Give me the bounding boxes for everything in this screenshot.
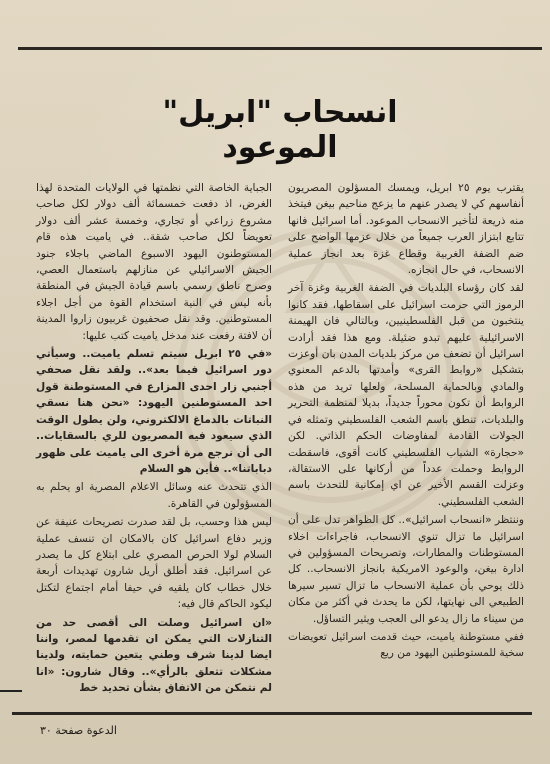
paragraph: وننتظر «انسحاب اسرائيل».. كل الظواهر تدل على أن اسرائيل ما تزال تنوي الانسحاب، فاجراءات اخلاء المستوطنات والمطارات، وتصريحات المسؤولين في ادارة بيغن، والوعود الامريكية بانجاز الانسحاب.. كل ذلك يوحي بأن عملية الانسحاب ما تزال تسير سيرها الطبيعي الى نهايتها، لكن ما يحدث في أكثر من مكان من سيناء ما زال يدعو الى العجب ويثير التساؤل. bbox=[288, 514, 524, 625]
paragraph: الذي تتحدث عنه وسائل الاعلام المصرية او يحلم به المسؤولون في القاهرة. bbox=[36, 481, 272, 510]
margin-mark bbox=[0, 690, 22, 692]
paragraph: لقد كان رؤساء البلديات في الضفة الغربية وغزة آخر الرموز التي حرمت اسرائيل على اسقاطها، فقد كانوا ينتخبون من قبل الفلسطينيين، وبالتالي فان الهيمنة الاسرائيلية عليهم تبدو ضئيلة. ومع هذا فقد أرادت اسرائيل أن تضعف من مركز بلديات المدن بان أوعزت بتشكيل «روابط القرى» وأمدتها بالدعم المعنوي والمادي وبالحماية المسلحة، ولعلها تريد من هذه الروابط أن تكون محوراً جديداً، بديلا لمنظمة التحرير والبلديات، تنطق باسم الشعب الفلسطيني وتمثله في الجولات القادمة لمفاوضات الحكم الذاتي. لكن «حجارة» الشباب الفلسطيني كانت أقوى، فاسقطت الروابط وحملت عدداً من أركانها على الاستقالة، وعزلت القسم الأخير عن اي إمكانية للتحدث باسم الشعب الفلسطيني. bbox=[288, 282, 524, 508]
top-rule bbox=[18, 47, 542, 50]
page-footer: الدعوة صفحة ٣٠ bbox=[40, 724, 117, 737]
paragraph: ففي مستوطنة ياميت، حيث قدمت اسرائيل تعويضات سخية للمستوطنين اليهود من ريع bbox=[288, 630, 524, 660]
quote-paragraph: «في ٢٥ ابريل سيتم تسلم ياميت.. وسيأتي دور اسرائيل فيما بعد».. ولقد نقل صحفي أجنبي زار احدى المزارع في المستوطنة قول احد المستوطنين اليهود: «نحن هنا نسقي النباتات بالدماغ الالكتروني، ولن يطول الوقت الذي سيعود فيه المصريون للري بالسقايات.. الى أن نرجع مرة أخرى الى ياميت على ظهور دباباتنا».. فأين هو السلام bbox=[36, 348, 272, 475]
paragraph: الجباية الخاصة التي نظمتها في الولايات المتحدة لهذا الغرض، اذ دفعت خمسمائة ألف دولار لكل صاحب مشروع زراعي أو تجاري، وخمسة عشر ألف دولار تعويضاً لكل صاحب شقة.. في ياميت هذه قام المستوطنون اليهود الاسبوع الماضي باجلاء جنود الجيش الاسرائيلي عن منازلهم باستعمال العصي، وصرح ناطق رسمي باسم قيادة الجيش في المنطقة بأنه ليس في النية استخدام القوة من أجل اجلاء المستوطنين. وقد نقل صحفيون غربيون زاروا المدينة أن لافتة رفعت عند مدخل ياميت كتب عليها: bbox=[36, 182, 272, 342]
article-column-left bbox=[36, 180, 272, 699]
article-column-right bbox=[288, 180, 524, 664]
quote-paragraph: «ان اسرائيل وصلت الى أقصى حد من التنازلات التي يمكن ان تقدمها لمصر، واننا ايضا لدينا شرف وطني يتعين حمايته، ولدينا مشكلات تتعلق بالرأي».. وقال شارون: «انا لم نتمكن من الاتفاق بشأن تحديد خط bbox=[36, 616, 272, 695]
paragraph: ليس هذا وحسب، بل لقد صدرت تصريحات عنيفة عن وزير دفاع اسرائيل كان بالامكان ان تنسف عملية السلام لولا الحرص المصري على ابتلاع كل ما يصدر عن اسرائيل. فقد أطلق أريل شارون تهديدات أربعة خلال خطاب كان يلقيه في حيفا أمام اجتماع لتكتل ليكود الحاكم قال فيه: bbox=[36, 516, 272, 611]
bottom-rule bbox=[12, 712, 532, 715]
paragraph: يقترب يوم ٢٥ ابريل، ويمسك المسؤلون المصريون أنفاسهم كي لا يصدر عنهم ما يزعج مناحيم بيغن فيتخذ منه ذريعة لتأخير الانسحاب الموعود. أما اسرائيل فانها تتابع ابتزاز العرب جميعاً من خلال عزمها الواضح على ضم الضفة الغربية وقطاع غزة بعد انجاز عملية الانسحاب، في حال انجازه. bbox=[288, 182, 524, 277]
article-title: انسحاب "ابريل" الموعود bbox=[162, 95, 398, 165]
